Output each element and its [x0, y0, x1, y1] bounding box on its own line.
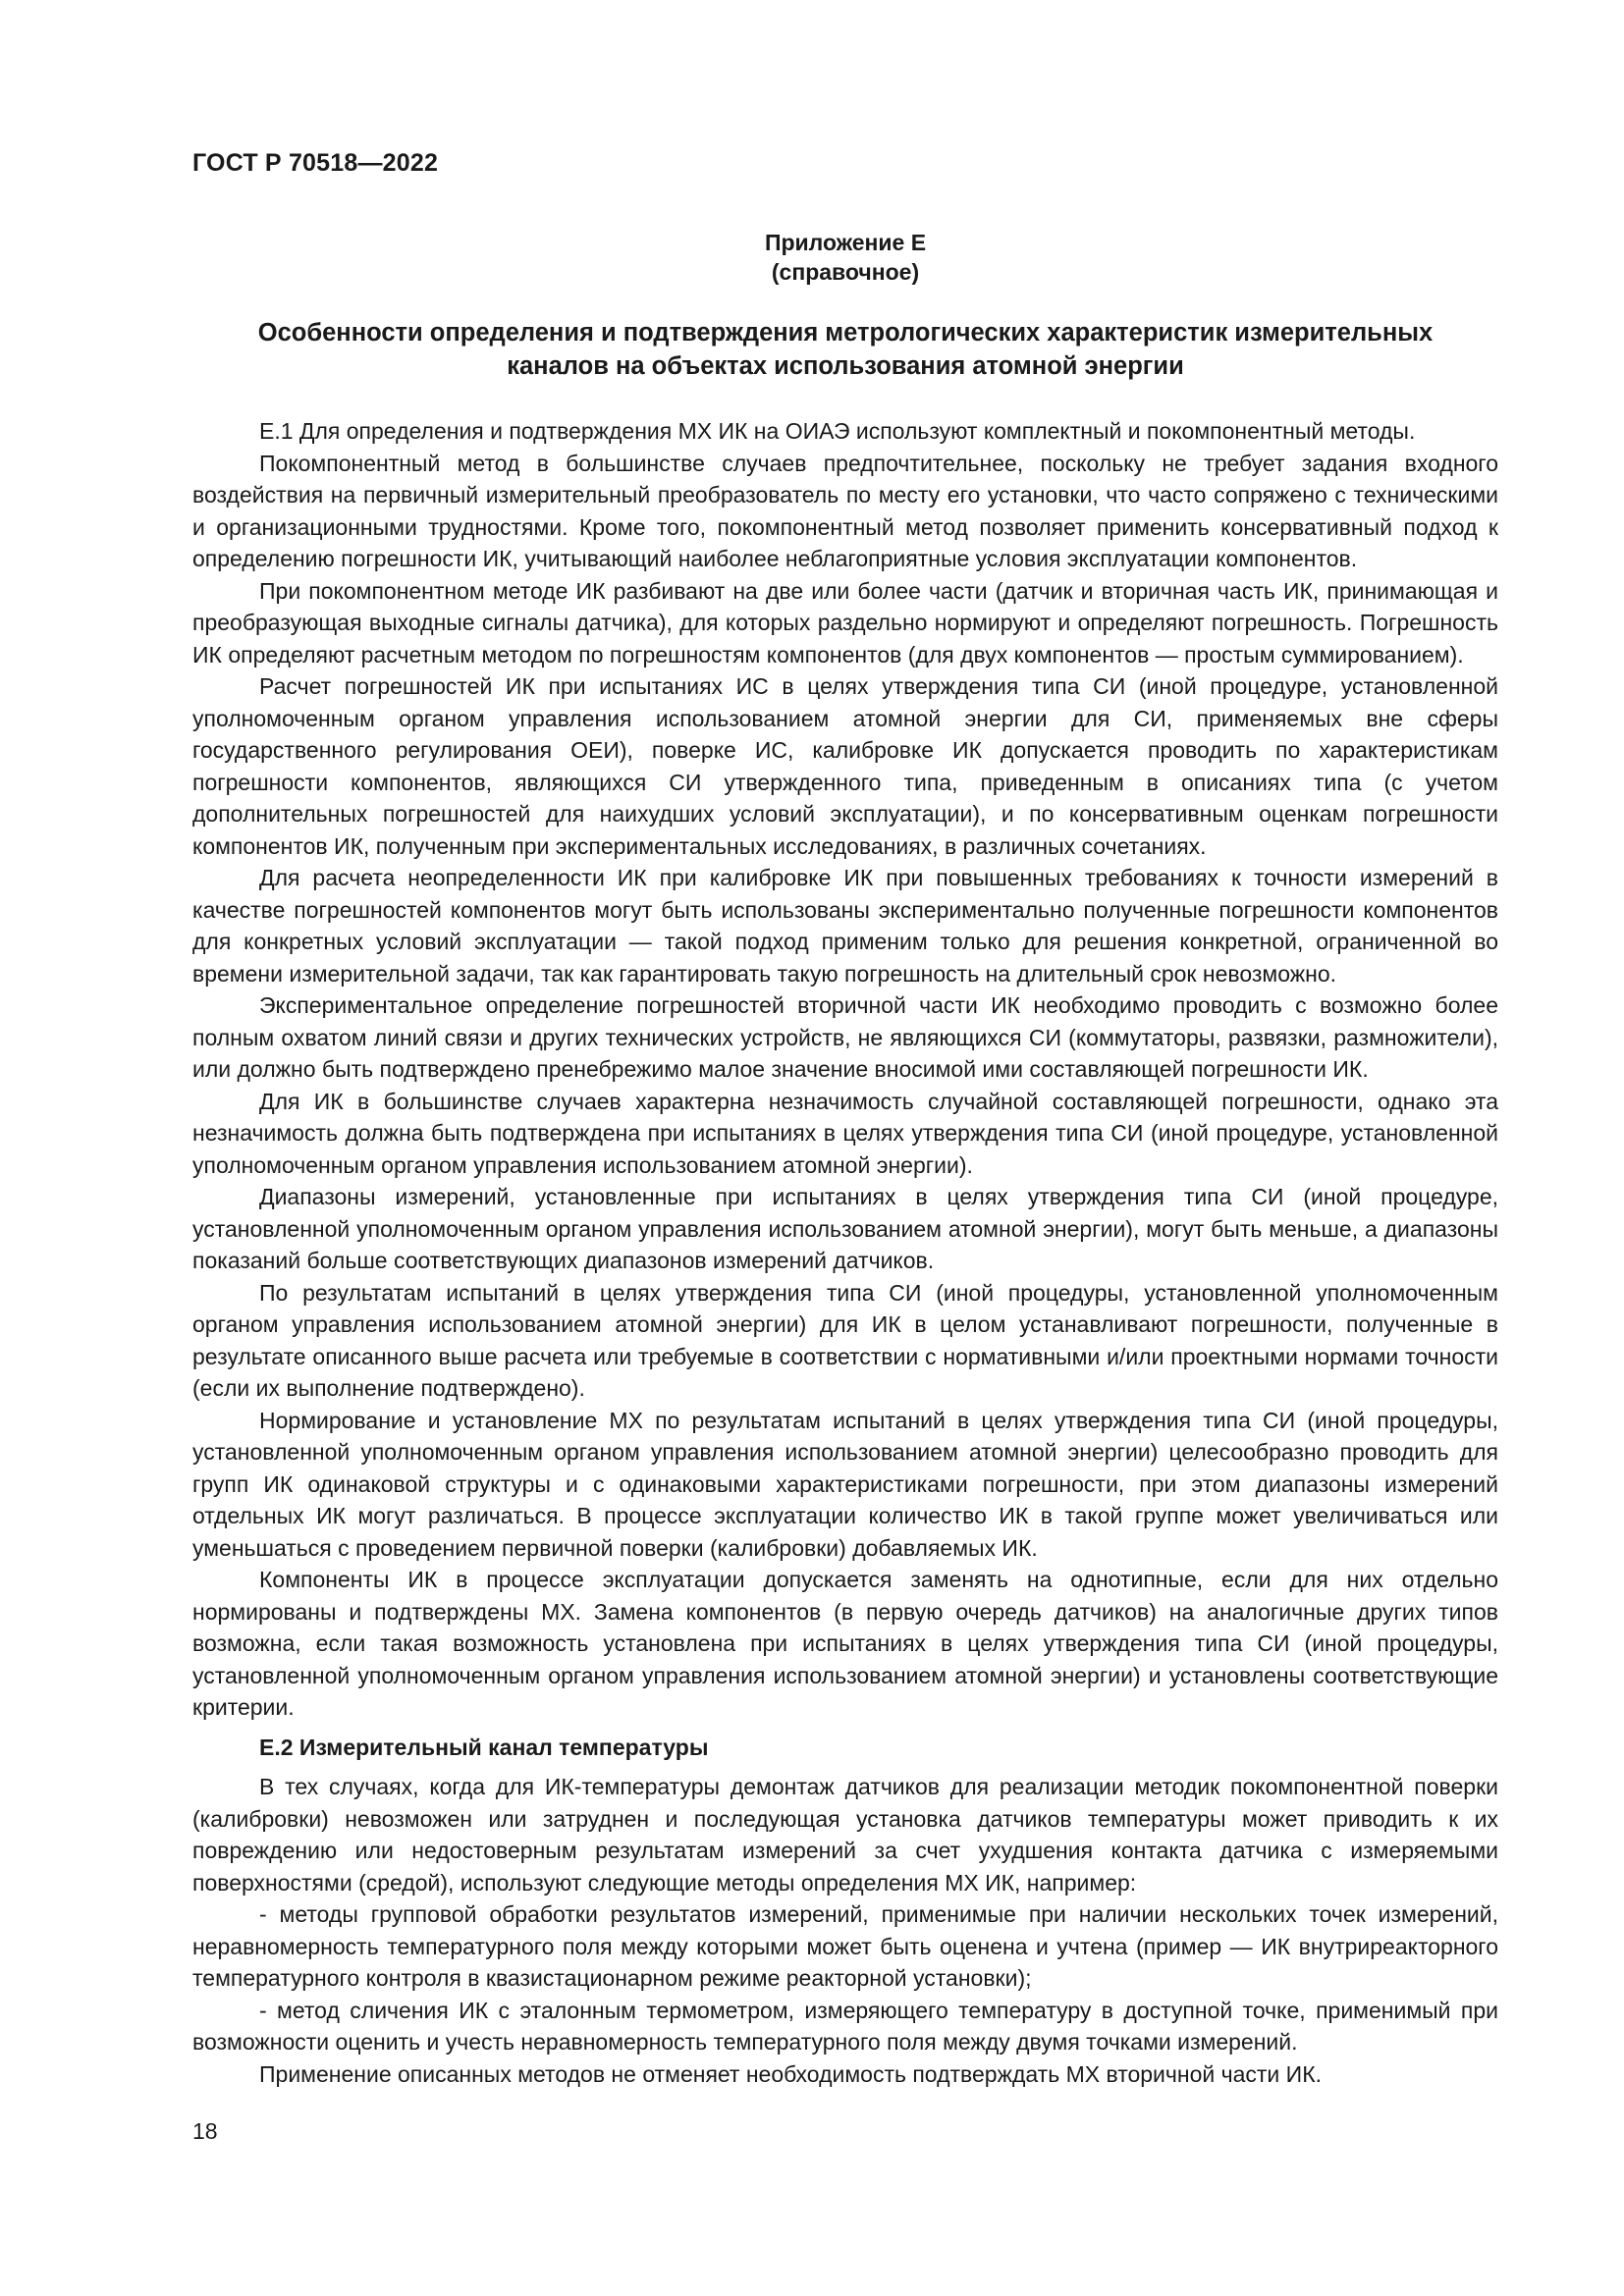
- paragraph: Диапазоны измерений, установленные при испытаниях в целях утверждения типа СИ (иной процедуре, установленной уполномоченным органом управления использованием атомной энергии), могут быть меньше, а диапазоны показаний больше соответствующих диапазонов измерений датчиков.: [192, 1184, 1498, 1273]
- paragraph: Применение описанных методов не отменяет необходимость подтверждать МХ вторичной части ИК.: [259, 2060, 1322, 2087]
- paragraph: В тех случаях, когда для ИК-температуры демонтаж датчиков для реализации методик покомпонентной поверки (калибровки) невозможен или затруднен и последующая установка датчиков температуры может приводить к их повреждению или недостоверным результатам измерений за счет ухудшения контакта датчика с измеряемыми поверхностями (средой), используют следующие методы определения МХ ИК, например:: [192, 1774, 1498, 1896]
- appendix-heading: [192, 228, 1498, 287]
- title-line-1: Особенности определения и подтверждения метрологических характеристик измерительных: [257, 319, 1434, 347]
- paragraph: Покомпонентный метод в большинстве случаев предпочтительнее, поскольку не требует задания входного воздействия на первичный измерительный преобразователь по месту его установки, что часто сопряжено с техническими и организационными трудностями. Кроме того, покомпонентный метод позволяет применить консервативный подход к определению погрешности ИК, учитывающий наиболее неблагоприятные условия эксплуатации компонентов.: [192, 450, 1498, 571]
- appendix-title: [192, 316, 1498, 383]
- document-body: [192, 415, 1498, 2090]
- title-line-2: каналов на объектах использования атомной энергии: [507, 352, 1184, 380]
- appendix-label: Приложение Е: [764, 230, 927, 255]
- paragraph: Компоненты ИК в процессе эксплуатации допускается заменять на однотипные, если для них отдельно нормированы и подтверждены МХ. Замена компонентов (в первую очередь датчиков) на аналогичные других типов возможна, если такая возможность установлена при испытаниях в целях утверждения типа СИ (иной процедуры, установленной уполномоченным органом управления использованием атомной энергии) и установлены соответствующие критерии.: [192, 1567, 1498, 1720]
- document-code: ГОСТ Р 70518—2022: [192, 149, 439, 177]
- paragraph: При покомпонентном методе ИК разбивают на две или более части (датчик и вторичная часть ИК, принимающая и преобразующая выходные сигналы датчика), для которых раздельно нормируют и определяют погрешность. Погрешность ИК определяют расчетным методом по погрешностям компонентов (для двух компонентов — простым суммированием).: [192, 577, 1498, 667]
- paragraph: Расчет погрешностей ИК при испытаниях ИС в целях утверждения типа СИ (иной процедуре, установленной уполномоченным органом управления использованием атомной энергии для СИ, применяемых вне сферы государственного регулирования ОЕИ), поверке ИС, калибровке ИК допускается проводить по характеристикам погрешности компонентов, являющихся СИ утвержденного типа, приведенным в описаниях типа (с учетом дополнительных погрешностей для наихудших условий эксплуатации), и по консервативным оценкам погрешности компонентов ИК, полученным при экспериментальных исследованиях, в различных сочетаниях.: [192, 673, 1498, 859]
- paragraph: По результатам испытаний в целях утверждения типа СИ (иной процедуры, установленной уполномоченным органом управления использованием атомной энергии) для ИК в целом устанавливают погрешности, полученные в результате описанного выше расчета или требуемые в соответствии с нормативными и/или проектными нормами точности (если их выполнение подтверждено).: [192, 1279, 1498, 1401]
- paragraph: Нормирование и установление МХ по результатам испытаний в целях утверждения типа СИ (иной процедуры, установленной уполномоченным органом управления использованием атомной энергии) целесообразно проводить для групп ИК одинаковой структуры и с одинаковыми характеристиками погрешности, при этом диапазоны измерений отдельных ИК могут различаться. В процессе эксплуатации количество ИК в такой группе может увеличиваться или уменьшаться с проведением первичной поверки (калибровки) добавляемых ИК.: [192, 1407, 1498, 1561]
- paragraph: Е.1 Для определения и подтверждения МХ ИК на ОИАЭ используют комплектный и покомпонентный методы.: [259, 418, 1416, 444]
- paragraph: Экспериментальное определение погрешностей вторичной части ИК необходимо проводить с возможно более полным охватом линий связи и других технических устройств, не являющихся СИ (коммутаторы, развязки, размножители), или должно быть подтверждено пренебрежимо малое значение вносимой ими составляющей погрешности ИК.: [192, 992, 1498, 1082]
- list-item: - методы групповой обработки результатов измерений, применимые при наличии нескольких точек измерений, неравномерность температурного поля между которыми может быть оценена и учтена (пример — ИК внутриреакторного температурного контроля в квазистационарном режиме реакторной установки);: [192, 1901, 1498, 1991]
- paragraph: Для ИК в большинстве случаев характерна незначимость случайной составляющей погрешности, однако эта незначимость должна быть подтверждена при испытаниях в целях утверждения типа СИ (иной процедуре, установленной уполномоченным органом управления использованием атомной энергии).: [192, 1088, 1498, 1178]
- list-item: - метод сличения ИК с эталонным термометром, измеряющего температуру в доступной точке, применимый при возможности оценить и учесть неравномерность температурного поля между двумя точками измерений.: [192, 1997, 1498, 2055]
- page-number: 18: [192, 2118, 218, 2144]
- section-heading: Е.2 Измерительный канал температуры: [259, 1734, 709, 1760]
- appendix-type: (справочное): [771, 259, 920, 285]
- paragraph: Для расчета неопределенности ИК при калибровке ИК при повышенных требованиях к точности измерений в качестве погрешностей компонентов могут быть использованы экспериментально полученные погрешности компонентов для конкретных условий эксплуатации — такой подход применим только для решения конкретной, ограниченной во времени измерительной задачи, так как гарантировать такую погрешность на длительный срок невозможно.: [192, 865, 1498, 987]
